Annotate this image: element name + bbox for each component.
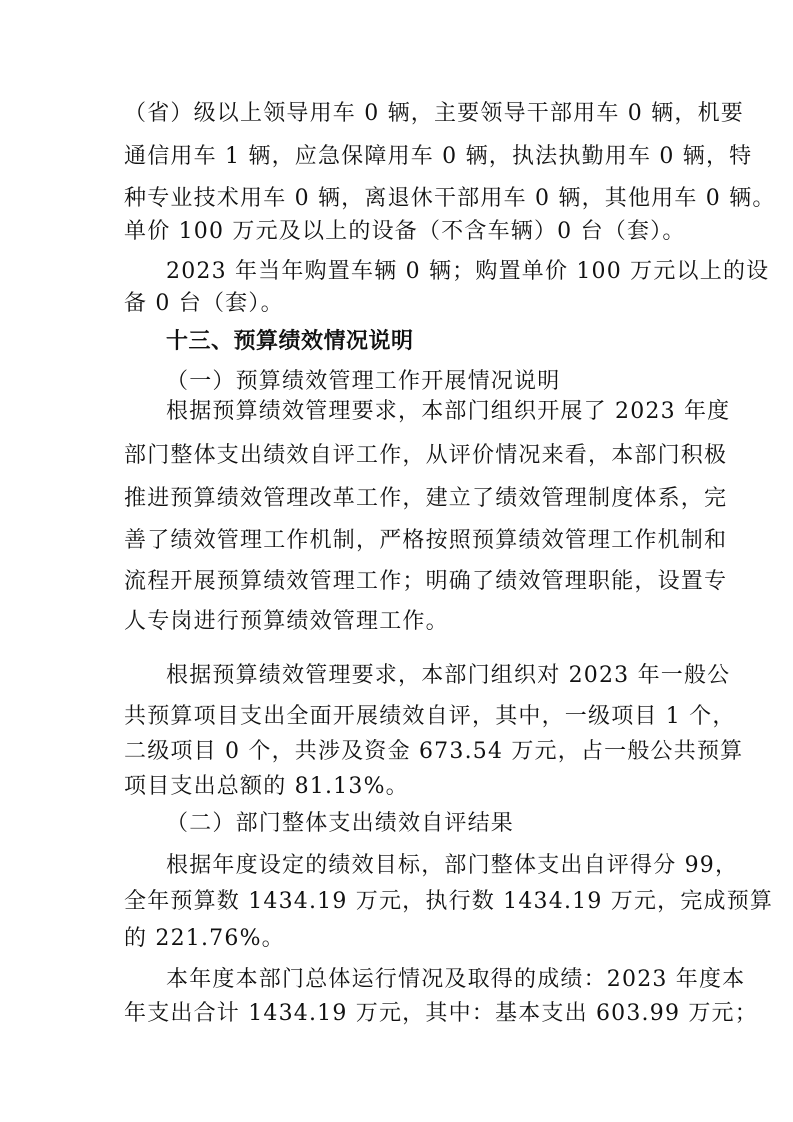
paragraph-line: 二级项目 0 个，共涉及资金 673.54 万元，占一般公共预算 — [124, 739, 744, 764]
paragraph-line: 种专业技术用车 0 辆，离退休干部用车 0 辆，其他用车 0 辆。 — [124, 186, 776, 211]
paragraph-line: 全年预算数 1434.19 万元，执行数 1434.19 万元，完成预算 — [124, 889, 774, 914]
paragraph-line: 单价 100 万元及以上的设备（不含车辆）0 台（套）。 — [124, 219, 686, 244]
paragraph-line: 项目支出总额的 81.13%。 — [124, 774, 409, 799]
paragraph-line: （省）级以上领导用车 0 辆，主要领导干部用车 0 辆，机要 — [124, 101, 744, 126]
subsection-heading: （一）预算绩效管理工作开展情况说明 — [166, 369, 561, 394]
paragraph-line: 2023 年当年购置车辆 0 辆；购置单价 100 万元以上的设 — [166, 259, 770, 284]
paragraph-line: 共预算项目支出全面开展绩效自评，其中，一级项目 1 个， — [124, 704, 736, 729]
subsection-heading: （二）部门整体支出绩效自评结果 — [166, 811, 515, 836]
paragraph-line: 根据预算绩效管理要求，本部门组织对 2023 年一般公 — [166, 663, 731, 688]
section-heading: 十三、预算绩效情况说明 — [166, 329, 414, 354]
paragraph-line: 本年度本部门总体运行情况及取得的成绩：2023 年度本 — [166, 967, 746, 992]
paragraph-line: 根据年度设定的绩效目标，部门整体支出自评得分 99， — [166, 853, 739, 878]
paragraph-line: 备 0 台（套）。 — [124, 291, 284, 316]
paragraph-line: 通信用车 1 辆，应急保障用车 0 辆，执法执勤用车 0 辆，特 — [124, 144, 753, 169]
paragraph-line: 善了绩效管理工作机制，严格按照预算绩效管理工作机制和 — [124, 528, 728, 553]
paragraph-line: 流程开展预算绩效管理工作；明确了绩效管理职能，设置专 — [124, 569, 728, 594]
paragraph-line: 的 221.76%。 — [124, 926, 285, 951]
paragraph-line: 根据预算绩效管理要求，本部门组织开展了 2023 年度 — [166, 399, 731, 424]
paragraph-line: 部门整体支出绩效自评工作，从评价情况来看，本部门积极 — [124, 443, 728, 468]
paragraph-line: 推进预算绩效管理改革工作，建立了绩效管理制度体系，完 — [124, 486, 728, 511]
paragraph-line: 年支出合计 1434.19 万元，其中：基本支出 603.99 万元； — [124, 1001, 758, 1026]
paragraph-line: 人专岗进行预算绩效管理工作。 — [124, 609, 449, 634]
